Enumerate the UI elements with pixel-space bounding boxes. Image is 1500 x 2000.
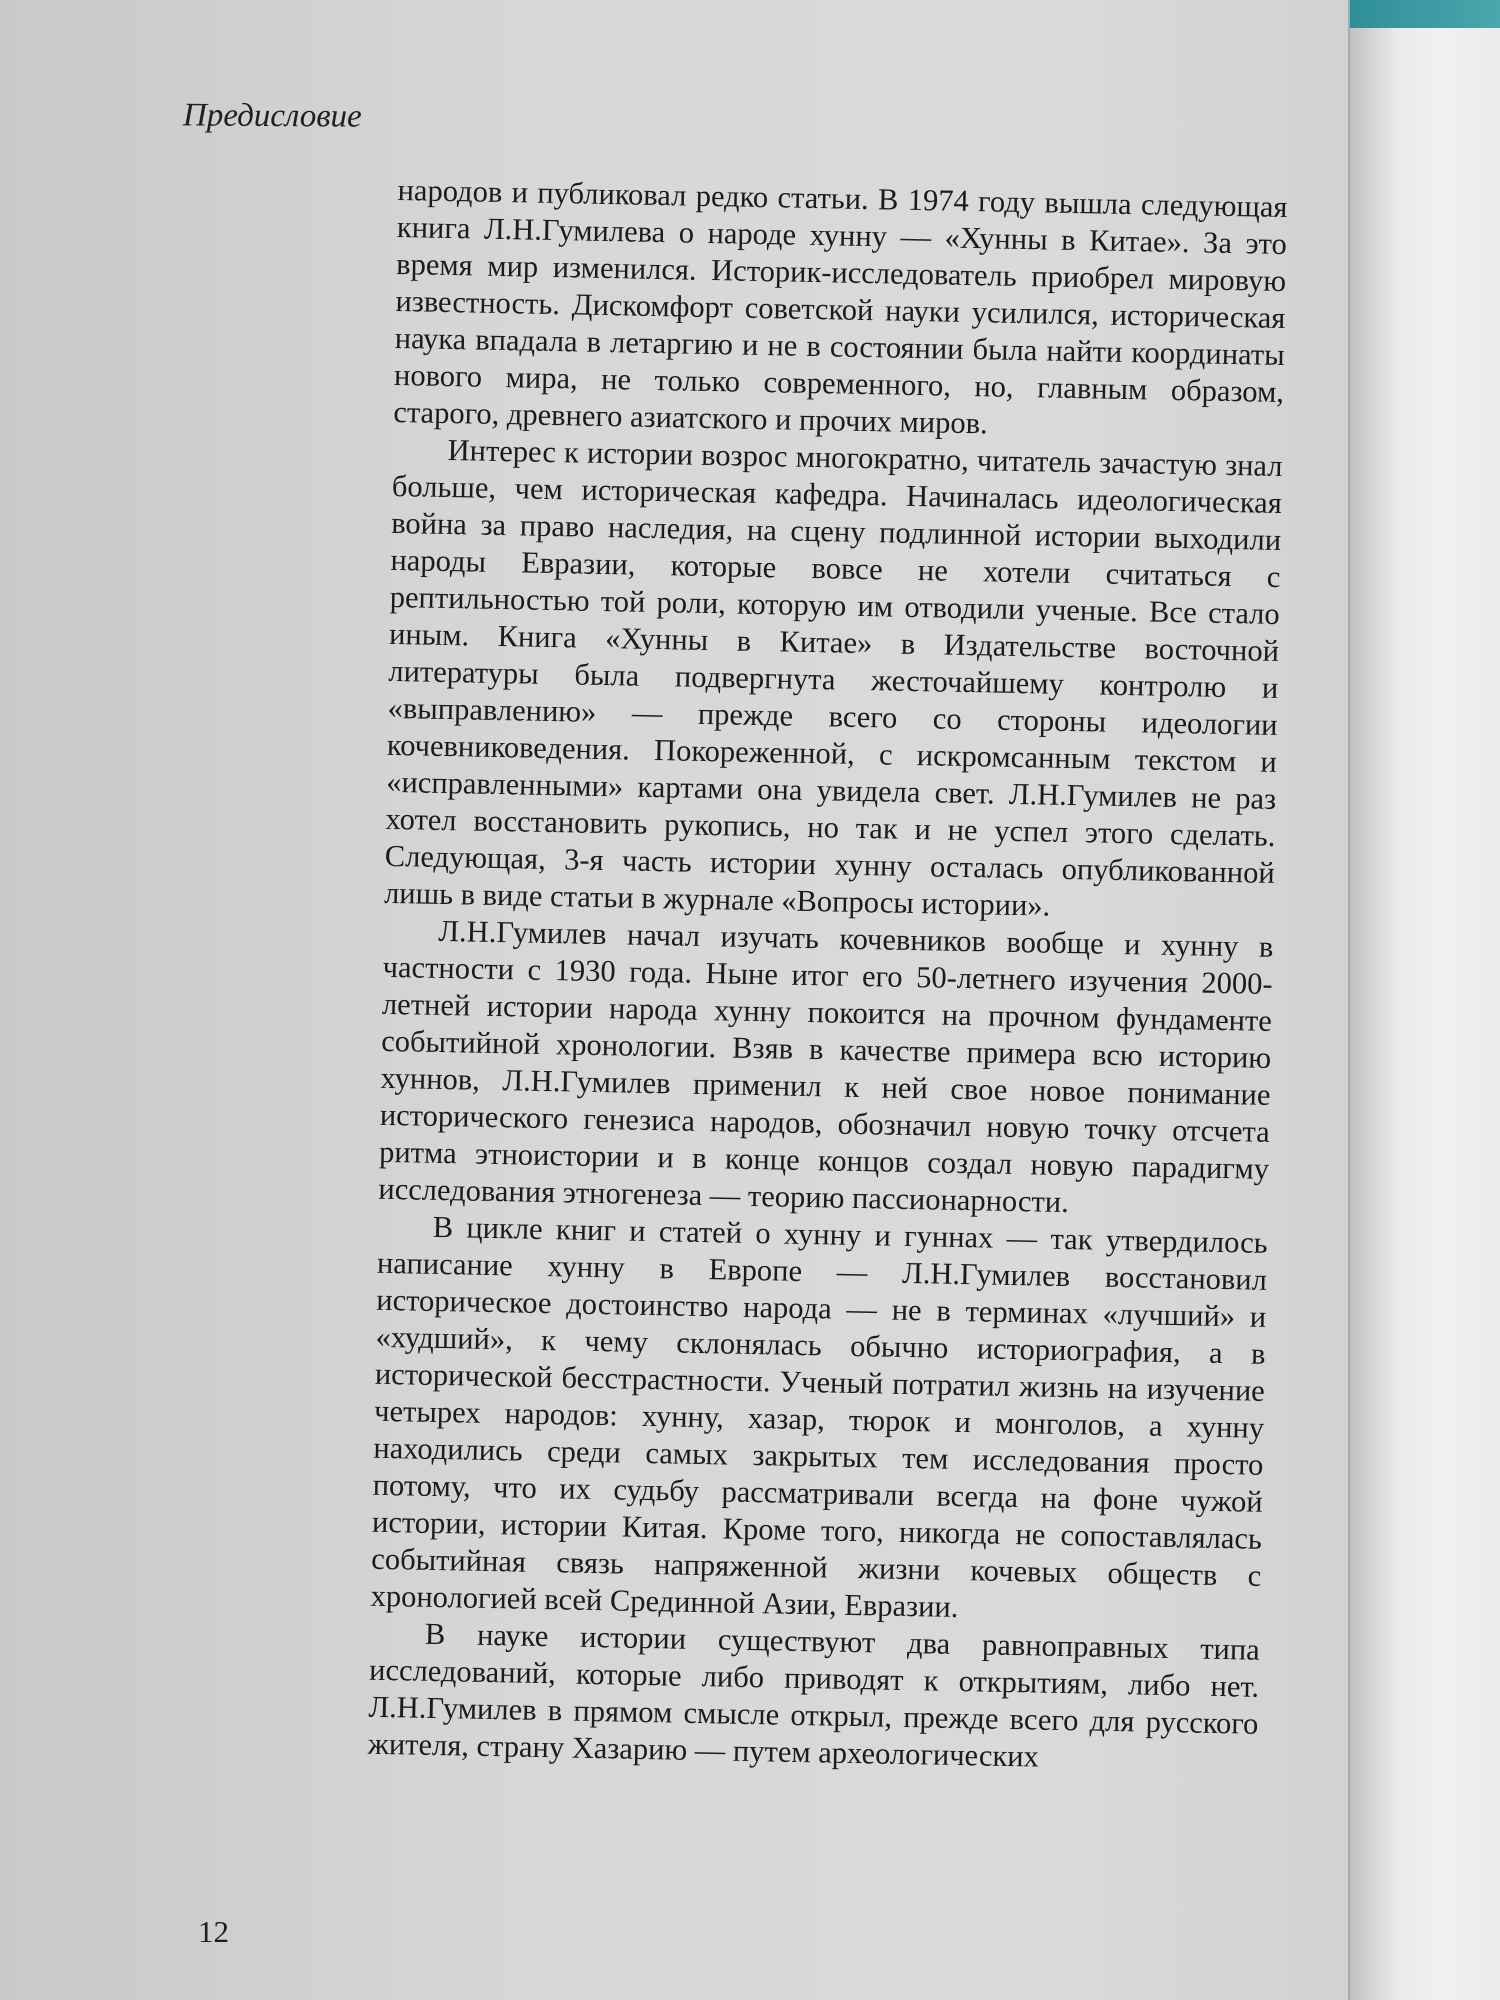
next-page-edge [1348,0,1500,2000]
paragraph-4: В цикле книг и статей о хунну и гуннах — так утвердилось написание хунну в Европе — Л.Н.Гумилев восстановил историческое достоинство народа — не в терминах «лучший» и «худший», к чему склонялась обычно историография, а в исторической бесстрастности. Ученый потратил жизнь на изучение четырех народов: хунну, хазар, тюрок и монголов, а хунну находились среди самых закрытых тем исследования просто потому, что их судьбу рассматривали всегда на фоне чужой истории, истории Китая. Кроме того, никогда не сопоставлялась событийная связь напряженной жизни кочевых обществ с хронологией всей Срединной Азии, Евразии. [370,1209,1268,1625]
paragraph-3: Л.Н.Гумилев начал изучать кочевников вообще и хунну в частности с 1930 года. Ныне итог его 50-летнего изучения 2000-летней истории народа хунну покоится на прочном фундаменте событийной хронологии. Взяв в качестве примера всю историю хуннов, Л.Н.Гумилев применил к ней свое новое понимание исторического генезиса народов, обозначил новую точку отсчета ритма этноистории и в конце концов создал новую парадигму исследования этногенеза — теорию пассионарности. [378,913,1274,1220]
body-text [367,172,1287,1780]
paragraph-5: В науке истории существуют два равноправных типа исследований, которые либо приводят к открытиям, либо нет. Л.Н.Гумилев в прямом смысле открыл, прежде всего для русского жителя, страну Хазарию — путем археологических [367,1616,1261,1774]
book-cover-strip [1350,0,1500,28]
paragraph-2: Интерес к истории возрос многократно, читатель зачастую знал больше, чем историческая кафедра. Начиналась идеологическая война за право наследия, на сцену подлинной истории выходили народы Евразии, которые вовсе не хотели считаться с рептильностью той роли, которую им отводили ученые. Все стало иным. Книга «Хунны в Китае» в Издательстве восточной литературы была подвергнута жесточайшему контролю и «выправлению» — прежде всего со стороны идеологии кочевниковедения. Покореженной, с искромсанным текстом и «исправленными» картами она увидела свет. Л.Н.Гумилев не раз хотел восстановить рукопись, но так и не успел этого сделать. Следующая, 3-я часть истории хунну осталась опубликованной лишь в виде статьи в журнале «Вопросы истории». [383,433,1283,923]
running-head: Предисловие [182,97,362,135]
page-number: 12 [198,1914,229,1949]
paragraph-1: народов и публиковал редко статьи. В 1974 году вышла следующая книга Л.Н.Гумилева о народе хунну — «Хунны в Китае». За это время мир изменился. Историк-исследователь приобрел мировую известность. Дискомфорт советской науки усилился, историческая наука впадала в летаргию и не в состоянии была найти координаты нового мира, не только современного, но, главным образом, старого, древнего азиатского и прочих миров. [393,172,1288,441]
